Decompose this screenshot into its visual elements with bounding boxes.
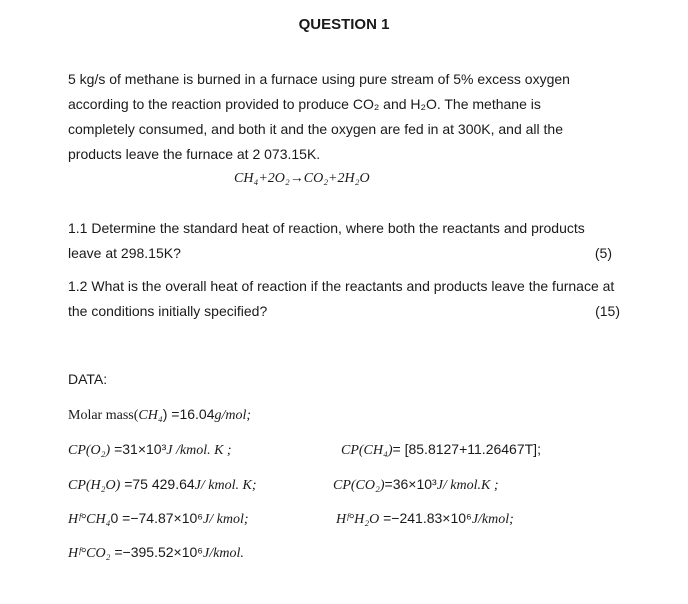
molar-mass-ch4 bbox=[68, 406, 251, 424]
cp-co2 bbox=[333, 476, 499, 494]
molar-mass-unit: g/mol; bbox=[214, 408, 252, 423]
hf-h2o-label: Hᶠ°H₂O bbox=[336, 512, 380, 527]
cp-co2-value: =36×10³ bbox=[384, 476, 437, 492]
molar-mass-value: ) =16.04 bbox=[162, 406, 215, 422]
page-title: QUESTION 1 bbox=[298, 16, 390, 33]
cp-co2-unit: J/ kmol.K ; bbox=[436, 478, 499, 493]
question-marks: (15) bbox=[595, 303, 620, 319]
question-marks: (5) bbox=[594, 245, 612, 261]
question-text-line: 1.1 Determine the standard heat of reaction, where both the reactants and products bbox=[68, 220, 585, 236]
cp-o2 bbox=[68, 441, 232, 459]
hf-co2-label: Hᶠ°CO₂ bbox=[68, 546, 111, 561]
question-1-2 bbox=[68, 274, 624, 324]
hf-ch4-unit: J/ kmol; bbox=[203, 512, 249, 527]
cp-h2o-value: =75 429.64 bbox=[124, 476, 195, 492]
hf-ch4 bbox=[68, 510, 249, 528]
data-heading: DATA: bbox=[68, 371, 108, 387]
molar-mass-label: Molar mass( bbox=[68, 408, 139, 423]
hf-h2o-unit: J/kmol; bbox=[471, 512, 514, 527]
molar-mass-species: CH₄ bbox=[138, 408, 163, 423]
cp-h2o bbox=[68, 476, 257, 494]
hf-co2-value: =−395.52×10⁶ bbox=[114, 544, 204, 560]
cp-ch4 bbox=[341, 441, 541, 459]
cp-o2-value: =31×10³ bbox=[114, 441, 167, 457]
hf-ch4-value: 0 =−74.87×10⁶ bbox=[110, 510, 204, 526]
statement-line: 5 kg/s of methane is burned in a furnace using pure stream of 5% excess oxygen bbox=[68, 71, 570, 87]
statement-line: products leave the furnace at 2 073.15K. bbox=[68, 146, 321, 162]
question-text-line: leave at 298.15K? bbox=[68, 245, 181, 261]
hf-co2-unit: J/kmol. bbox=[203, 546, 244, 561]
cp-h2o-unit: J/ kmol. K; bbox=[194, 478, 257, 493]
hf-ch4-label: Hᶠ°CH₄ bbox=[68, 512, 111, 527]
cp-o2-unit: J /kmol. K ; bbox=[166, 443, 232, 458]
statement-line: completely consumed, and both it and the oxygen are fed in at 300K, and all the bbox=[68, 121, 563, 137]
cp-o2-label: CP(O₂) bbox=[68, 443, 111, 458]
question-1-1 bbox=[68, 216, 624, 266]
reaction-equation: CH₄+2O₂→CO₂+2H₂O bbox=[234, 171, 370, 186]
cp-h2o-label: CP(H₂O) bbox=[68, 478, 121, 493]
statement-line: according to the reaction provided to produce CO₂ and H₂O. The methane is bbox=[68, 96, 541, 112]
cp-ch4-value: = [85.8127+11.26467T]; bbox=[392, 441, 541, 457]
question-text-line: the conditions initially specified? bbox=[68, 303, 268, 319]
cp-co2-label: CP(CO₂) bbox=[333, 478, 385, 493]
hf-h2o-value: =−241.83×10⁶ bbox=[383, 510, 472, 526]
hf-h2o bbox=[336, 510, 514, 528]
hf-co2 bbox=[68, 544, 244, 562]
problem-statement bbox=[68, 67, 624, 167]
question-text-line: 1.2 What is the overall heat of reaction if the reactants and products leave the furnace at bbox=[68, 278, 615, 294]
cp-ch4-label: CP(CH₄) bbox=[341, 443, 393, 458]
